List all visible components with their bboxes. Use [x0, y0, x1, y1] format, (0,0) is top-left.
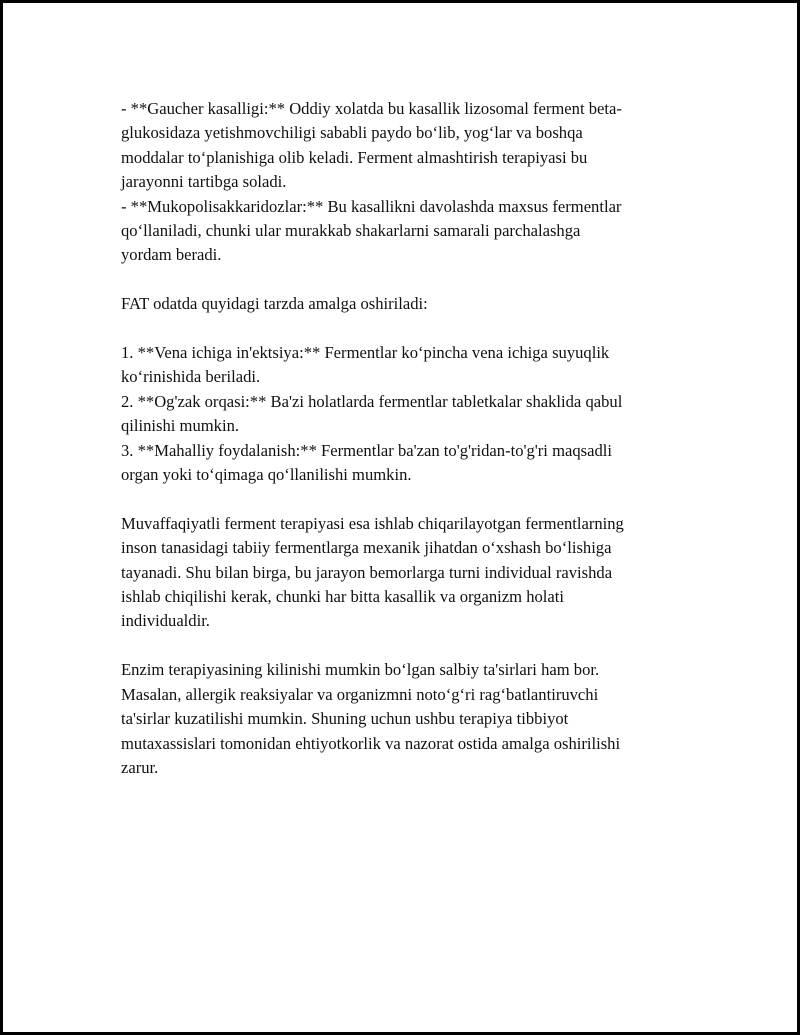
paragraph-side-effects: Enzim terapiyasining kilinishi mumkin boʻlgan salbiy ta'sirlari ham bor. Masalan, allergik reaksiyalar va organizmni notoʻgʻri ragʻbatlantiruvchi ta'sirlar kuzatilishi mumkin. Shuning uchun ushbu terapiya tibbiyot mutaxassislari tomonidan ehtiyotkorlik va nazorat ostida amalga oshirilishi zarur. — [121, 660, 621, 777]
paragraph-fat-intro: FAT odatda quyidagi tarzda amalga oshiriladi: — [121, 294, 428, 314]
paragraph-spacer — [121, 634, 681, 658]
paragraph-disease-examples: - **Gaucher kasalligi:** Oddiy xolatda bu kasallik lizosomal ferment beta- glukosidaza yetishmovchiligi sababli paydo boʻlib, yogʻlar va boshqa moddalar toʻplanishiga olib keladi. Ferment almashtirish terapiyasi bu jarayonni tartibga soladi. - **Mukopolisakkaridozlar:** Bu kasallikni davolashda maxsus fermentlar qoʻllaniladi, chunki ular murakkab shakarlarni samarali parchalashga yordam beradi. — [121, 99, 622, 265]
paragraph-spacer — [121, 268, 681, 292]
paragraph-spacer — [121, 487, 681, 511]
paragraph-success-factors: Muvaffaqiyatli ferment terapiyasi esa ishlab chiqarilayotgan fermentlarning inson tanasidagi tabiiy fermentlarga mexanik jihatdan oʻxshash boʻlishiga tayanadi. Shu bilan birga, bu jarayon bemorlarga turni individual ravishda ishlab chiqilishi kerak, chunki har bitta kasallik va organizm holati individualdir. — [121, 513, 624, 631]
paragraph-spacer — [121, 317, 681, 341]
paragraph-administration-methods: 1. **Vena ichiga in'ektsiya:** Fermentlar koʻpincha vena ichiga suyuqlik koʻrinishida beriladi. 2. **Og'zak orqasi:** Ba'zi holatlarda fermentlar tabletkalar shaklida qabul qilinishi mumkin. 3. **Mahalliy foydalanish:** Fermentlar ba'zan to'g'ridan-to'g'ri maqsadli organ yoki toʻqimaga qoʻllanilishi mumkin. — [121, 343, 623, 485]
document-body — [121, 97, 681, 780]
